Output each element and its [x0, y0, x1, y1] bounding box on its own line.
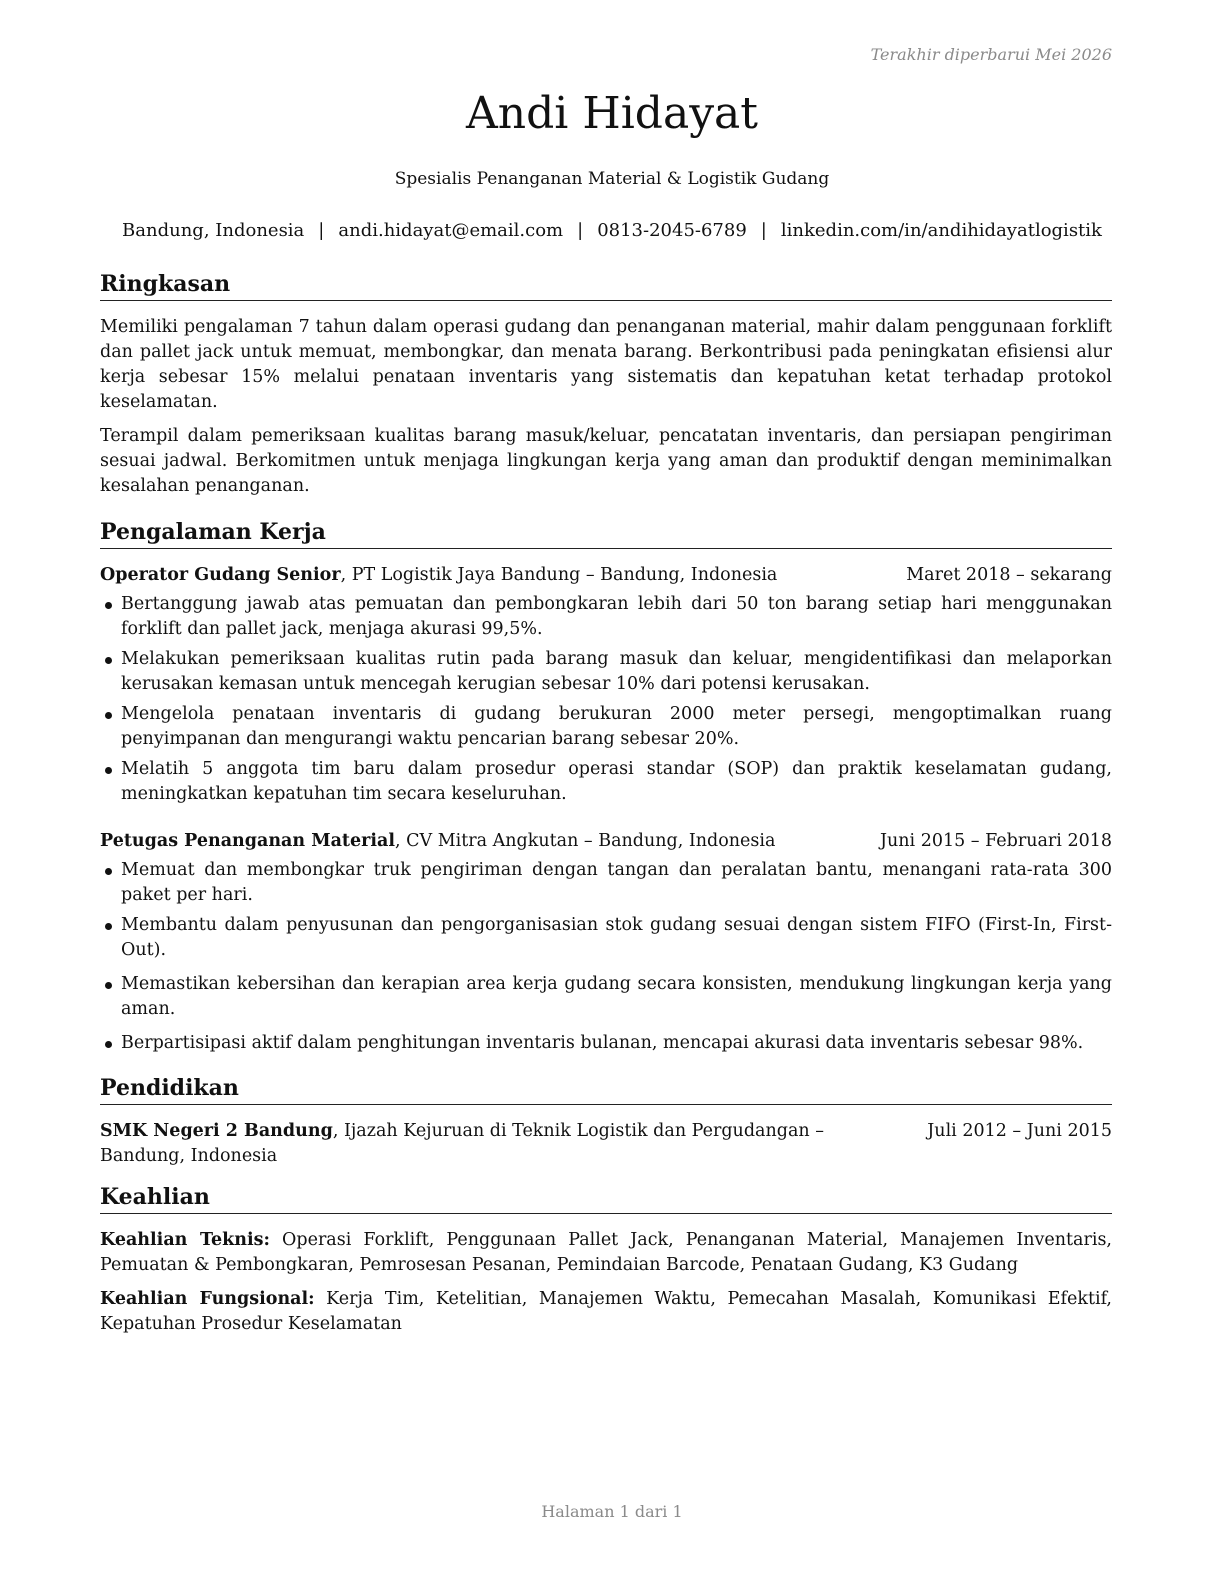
contact-line: [0, 220, 1224, 241]
job-dates: Juni 2015 – Februari 2018: [879, 831, 1112, 851]
contact-phone: 0813-2045-6789: [597, 220, 747, 241]
bullet-item: Melakukan pemeriksaan kualitas rutin pada barang masuk dan keluar, mengidentifikasi dan melaporkan kerusakan kemasan untuk mencegah kerugian sebesar 10% dari potensi kerusakan.: [100, 647, 1112, 697]
education-detail: , Ijazah Kejuruan di Teknik Logistik dan Pergudangan – Bandung, Indonesia: [100, 1121, 824, 1166]
resume-body: [100, 270, 1112, 1346]
bullet-item: Mengelola penataan inventaris di gudang berukuran 2000 meter persegi, mengoptimalkan ruang penyimpanan dan mengurangi waktu pencarian barang sebesar 20%.: [100, 702, 1112, 752]
section-title-skills: Keahlian: [100, 1183, 1112, 1214]
summary-section: [100, 270, 1112, 499]
education-dates: Juli 2012 – Juni 2015: [927, 1121, 1112, 1141]
summary-paragraph: Terampil dalam pemeriksaan kualitas barang masuk/keluar, pencatatan inventaris, dan persiapan pengiriman sesuai jadwal. Berkomitmen untuk menjaga lingkungan kerja yang aman dan produktif dengan meminimalkan kesalahan penanganan.: [100, 426, 1112, 496]
job-bullets: [100, 592, 1112, 807]
job-dates: Maret 2018 – sekarang: [906, 565, 1112, 585]
education-section: [100, 1074, 1112, 1169]
skill-label: Keahlian Fungsional:: [100, 1289, 315, 1309]
skill-label: Keahlian Teknis:: [100, 1230, 270, 1250]
skill-group: [100, 1287, 1112, 1337]
skill-group: [100, 1228, 1112, 1278]
contact-location: Bandung, Indonesia: [122, 220, 305, 241]
school-name: SMK Negeri 2 Bandung: [100, 1121, 333, 1141]
job-header: [100, 829, 1112, 854]
job-role: Operator Gudang Senior: [100, 565, 341, 585]
candidate-name: Andi Hidayat: [466, 88, 758, 139]
bullet-item: Memastikan kebersihan dan kerapian area kerja gudang secara konsisten, mendukung lingkungan kerja yang aman.: [100, 972, 1112, 1022]
bullet-item: Melatih 5 anggota tim baru dalam prosedur operasi standar (SOP) dan praktik keselamatan gudang, meningkatkan kepatuhan tim secara keseluruhan.: [100, 757, 1112, 807]
job-header: [100, 563, 1112, 588]
section-title-summary: Ringkasan: [100, 270, 1112, 301]
job-entry: [100, 829, 1112, 1056]
bullet-item: Memuat dan membongkar truk pengiriman dengan tangan dan peralatan bantu, menangani rata-rata 300 paket per hari.: [100, 858, 1112, 908]
contact-linkedin[interactable]: linkedin.com/in/andihidayatlogistik: [780, 220, 1102, 241]
job-role: Petugas Penanganan Material: [100, 831, 395, 851]
bullet-item: Membantu dalam penyusunan dan pengorganisasian stok gudang sesuai dengan sistem FIFO (First-In, First-Out).: [100, 913, 1112, 963]
contact-separator: |: [318, 220, 325, 241]
page-number: Halaman 1 dari 1: [541, 1502, 683, 1521]
contact-email[interactable]: andi.hidayat@email.com: [338, 220, 564, 241]
bullet-item: Bertanggung jawab atas pemuatan dan pembongkaran lebih dari 50 ton barang setiap hari menggunakan forklift dan pallet jack, menjaga akurasi 99,5%.: [100, 592, 1112, 642]
contact-separator: |: [760, 220, 767, 241]
experience-section: [100, 518, 1112, 1056]
summary-paragraph: Memiliki pengalaman 7 tahun dalam operasi gudang dan penanganan material, mahir dalam penggunaan forklift dan pallet jack untuk memuat, membongkar, dan menata barang. Berkontribusi pada peningkatan efisiensi alur kerja sebesar 15% melalui penataan inventaris yang sistematis dan kepatuhan ketat terhadap protokol keselamatan.: [100, 317, 1112, 412]
last-updated-note: Terakhir diperbarui Mei 2026: [870, 45, 1112, 64]
job-bullets: [100, 858, 1112, 1056]
job-org: , CV Mitra Angkutan – Bandung, Indonesia: [395, 831, 776, 851]
section-title-education: Pendidikan: [100, 1074, 1112, 1105]
contact-separator: |: [577, 220, 584, 241]
bullet-item: Berpartisipasi aktif dalam penghitungan inventaris bulanan, mencapai akurasi data inventaris sebesar 98%.: [100, 1031, 1112, 1056]
candidate-title: Spesialis Penanganan Material & Logistik Gudang: [394, 169, 830, 189]
job-entry: [100, 563, 1112, 807]
section-title-experience: Pengalaman Kerja: [100, 518, 1112, 549]
skill-list: Operasi Forklift, Penggunaan Pallet Jack, Penanganan Material, Manajemen Inventaris, Pemuatan & Pembongkaran, Pemrosesan Pesanan, Pemindaian Barcode, Penataan Gudang, K3 Gudang: [100, 1230, 1112, 1275]
job-org: , PT Logistik Jaya Bandung – Bandung, Indonesia: [340, 565, 778, 585]
education-entry: [100, 1119, 1112, 1169]
skills-section: [100, 1183, 1112, 1337]
skill-list: Kerja Tim, Ketelitian, Manajemen Waktu, Pemecahan Masalah, Komunikasi Efektif, Kepatuhan Prosedur Keselamatan: [100, 1289, 1112, 1334]
